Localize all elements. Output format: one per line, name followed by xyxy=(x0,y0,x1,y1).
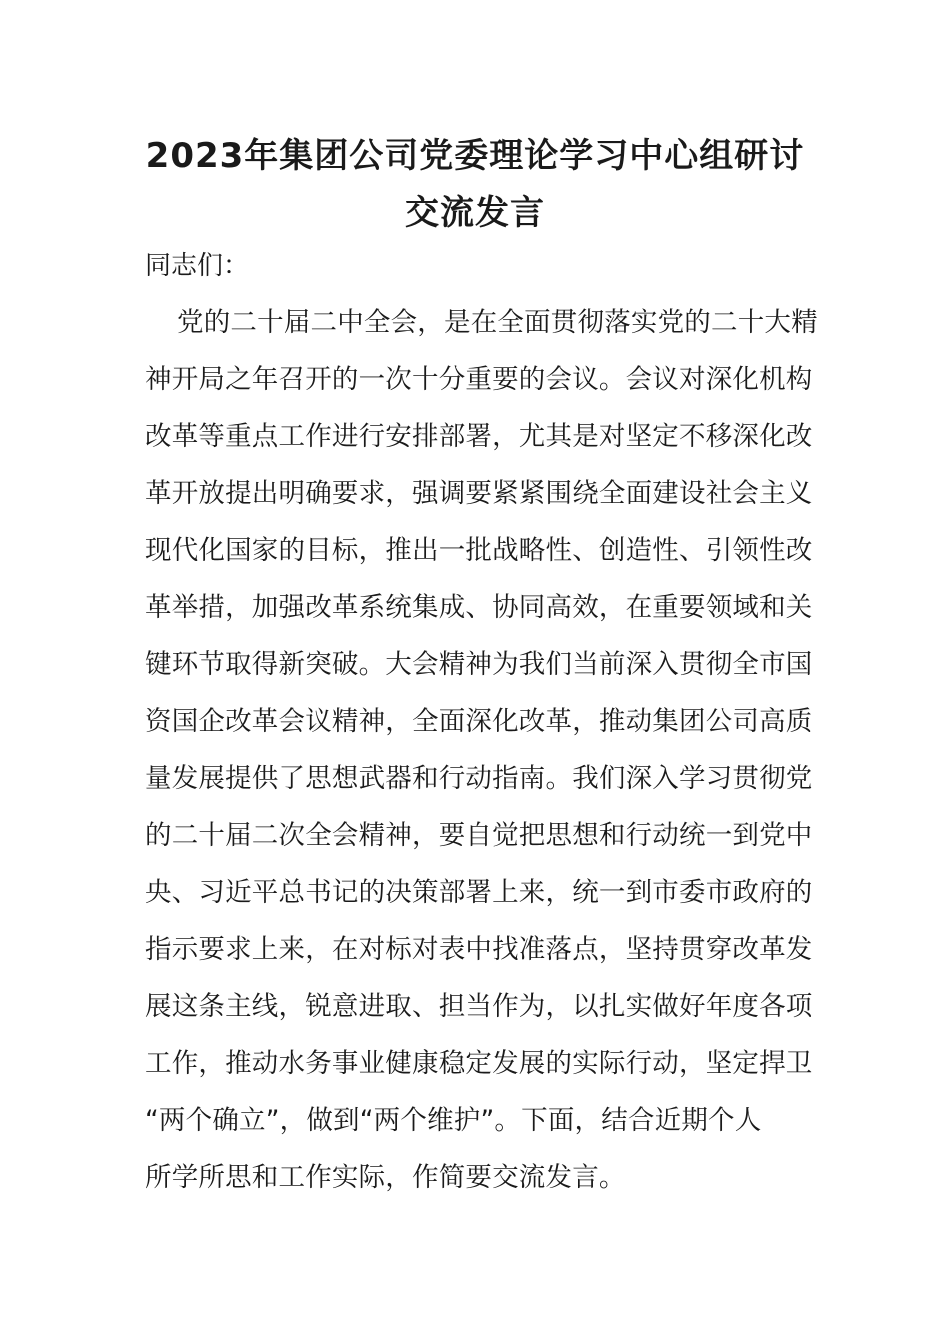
body-line: 神开局之年召开的一次十分重要的会议。会议对深化机构 xyxy=(145,364,813,395)
body-line: 展这条主线，锐意进取、担当作为，以扎实做好年度各项 xyxy=(145,991,813,1022)
document-title xyxy=(145,128,805,242)
body-line: 改革等重点工作进行安排部署，尤其是对坚定不移深化改 xyxy=(145,421,813,452)
body-line: 所学所思和工作实际，作简要交流发言。 xyxy=(145,1162,626,1193)
body-line: 现代化国家的目标，推出一批战略性、创造性、引领性改 xyxy=(145,535,813,566)
body-paragraph xyxy=(145,300,818,1212)
title-line-1: 2023年集团公司党委理论学习中心组研讨 xyxy=(145,136,805,176)
body-line: 键环节取得新突破。大会精神为我们当前深入贯彻全市国 xyxy=(145,649,813,680)
body-line: 资国企改革会议精神，全面深化改革，推动集团公司高质 xyxy=(145,706,813,737)
body-line: “两个确立”，做到“两个维护”。下面，结合近期个人 xyxy=(145,1105,762,1136)
title-line-2: 交流发言 xyxy=(405,193,545,233)
body-line: 的二十届二次全会精神，要自觉把思想和行动统一到党中 xyxy=(145,820,813,851)
body-line: 指示要求上来，在对标对表中找准落点，坚持贯穿改革发 xyxy=(145,934,813,965)
salutation: 同志们： xyxy=(145,251,250,281)
body-line: 革举措，加强改革系统集成、协同高效，在重要领域和关 xyxy=(145,592,813,623)
body-line: 央、习近平总书记的决策部署上来，统一到市委市政府的 xyxy=(145,877,813,908)
body-line: 工作，推动水务事业健康稳定发展的实际行动，坚定捍卫 xyxy=(145,1048,813,1079)
body-line: 量发展提供了思想武器和行动指南。我们深入学习贯彻党 xyxy=(145,763,813,794)
body-line: 党的二十届二中全会，是在全面贯彻落实党的二十大精 xyxy=(177,307,818,338)
body-line: 革开放提出明确要求，强调要紧紧围绕全面建设社会主义 xyxy=(145,478,813,509)
